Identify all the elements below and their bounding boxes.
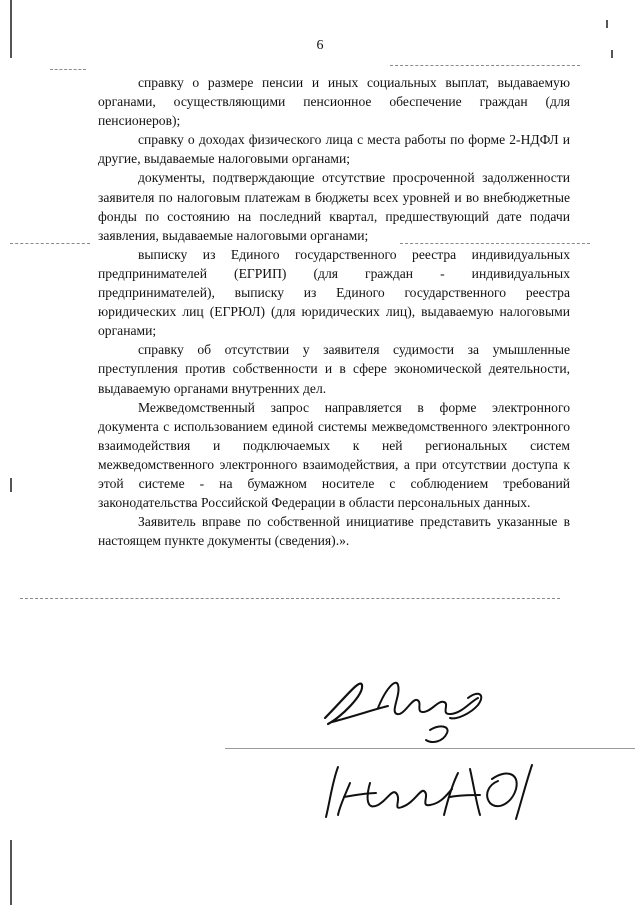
paragraph-income-certificate: справку о доходах физического лица с места работы по форме 2-НДФЛ и другие, выдаваемые налоговыми органами; <box>98 132 570 167</box>
scan-dash-line-lower <box>20 598 560 599</box>
paragraph-registry-extract: выписку из Единого государственного реестра индивидуальных предпринимателей (ЕГРИП) (для граждан - индивидуальных предпринимателей), выписку из Единого государственного реестра юридических лиц (ЕГРЮЛ) (для юридических лиц), выдаваемую налоговыми органами; <box>98 246 570 339</box>
paragraph-applicant-right: Заявитель вправе по собственной инициативе представить указанные в настоящем пункте документы (сведения).». <box>98 514 570 549</box>
scan-left-edge-mark-middle <box>10 478 12 492</box>
handwritten-signer-name <box>320 755 550 825</box>
scan-right-dot-1 <box>606 20 608 28</box>
paragraph-tax-debt-documents: документы, подтверждающие отсутствие просроченной задолженности заявителя по налоговым платежам в бюджеты всех уровней и во внебюджетные фонды по состоянию на последний квартал, предшествующий дате подачи заявления, выдаваемые налоговыми органами; <box>98 170 570 243</box>
paragraph-interagency-request: Межведомственный запрос направляется в форме электронного документа с использованием единой системы межведомственного электронного взаимодействия и подключаемых к ней региональных систем межведомственного электронного взаимодействия, а при отсутствии доступа к этой системе - на бумажном носителе с соблюдением требований законодательства Российской Федерации в области персональных данных. <box>98 399 570 511</box>
handwritten-signature <box>300 660 520 760</box>
scan-dash-line-top-right <box>390 65 580 66</box>
scan-left-edge-mark-bottom <box>10 840 12 905</box>
paragraph-criminal-record-certificate: справку об отсутствии у заявителя судимости за умышленные преступления против собственности и в сфере экономической деятельности, выдаваемую органами внутренних дел. <box>98 342 570 396</box>
page-number: 6 <box>316 38 324 53</box>
document-body <box>98 73 570 550</box>
scan-dash-line-middle-left <box>10 243 90 244</box>
scan-dash-line-top-left <box>50 69 86 70</box>
paragraph-pension-certificate: справку о размере пенсии и иных социальных выплат, выдаваемую органами, осуществляющими пенсионное обеспечение граждан (для пенсионеров); <box>98 75 570 129</box>
